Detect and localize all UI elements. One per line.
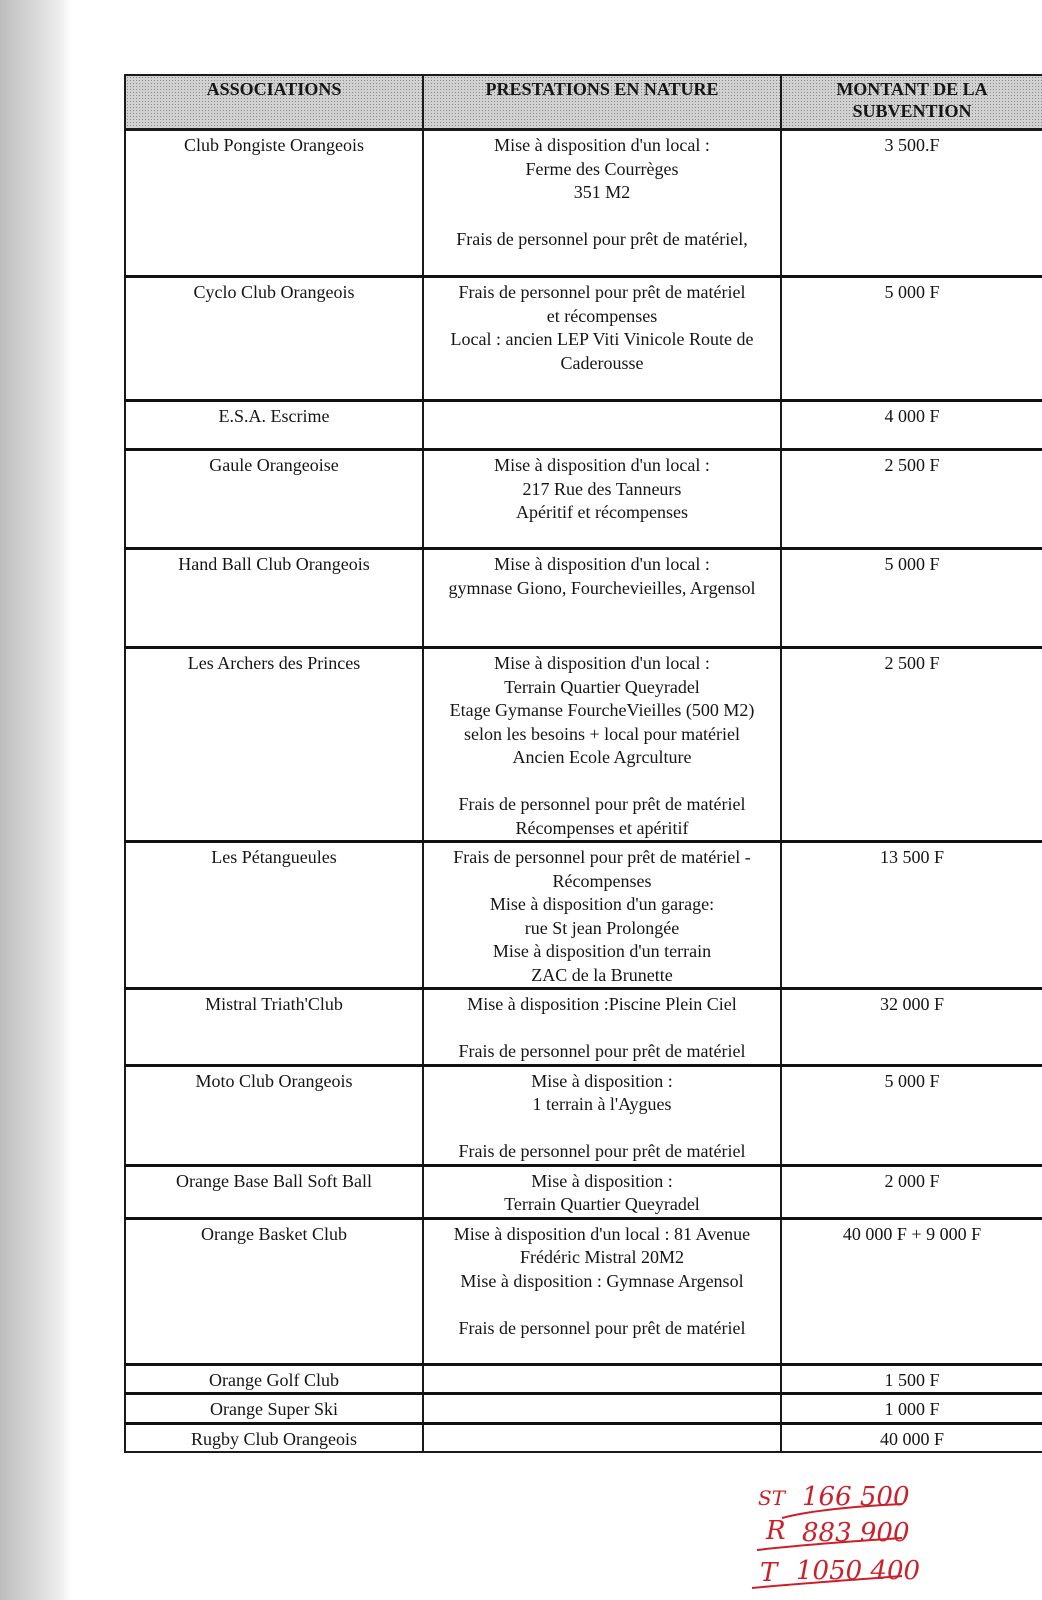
subsidy-amount: 1 500 F — [781, 1364, 1042, 1394]
prestations-cell — [423, 1165, 781, 1218]
subsidy-amount: 5 000 F — [781, 549, 1042, 648]
prestations-cell — [423, 842, 781, 989]
prestation-line: Mise à disposition d'un local : — [494, 554, 710, 574]
table-row — [125, 648, 1042, 842]
table-row — [125, 1218, 1042, 1364]
prestation-line: Frais de personnel pour prêt de matériel — [458, 282, 746, 302]
subsidy-amount: 5 000 F — [781, 1065, 1042, 1165]
subsidy-amount: 40 000 F + 9 000 F — [781, 1218, 1042, 1364]
table-row — [125, 842, 1042, 989]
prestations-cell — [423, 277, 781, 401]
handnote-prefix-r: R — [766, 1516, 786, 1546]
prestation-line: Récompenses — [552, 870, 652, 891]
header-montant: MONTANT DE LA SUBVENTION — [781, 75, 1042, 130]
handnote-line-1: 166 500 — [802, 1482, 910, 1512]
prestation-line: Apéritif et récompenses — [516, 502, 688, 522]
prestations-cell — [423, 401, 781, 450]
table-row — [125, 1394, 1042, 1424]
association-name: Les Pétangueules — [125, 842, 423, 989]
subsidy-amount: 4 000 F — [781, 401, 1042, 450]
association-name: Moto Club Orangeois — [125, 1065, 423, 1165]
prestations-cell — [423, 1065, 781, 1165]
prestation-line — [428, 1117, 776, 1141]
prestation-line: Frais de personnel pour prêt de matériel — [458, 1141, 746, 1161]
prestation-line: Mise à disposition d'un terrain — [492, 941, 712, 961]
prestation-line — [428, 205, 776, 229]
prestation-line — [428, 770, 776, 794]
prestation-line: ZAC de la Brunette — [531, 964, 673, 985]
table-row — [125, 1364, 1042, 1394]
prestation-line: 351 M2 — [573, 182, 631, 202]
prestation-line: Ferme des Courrèges — [525, 158, 679, 179]
prestations-cell — [423, 1218, 781, 1364]
handnote-prefix-t: T — [760, 1558, 778, 1588]
prestations-cell — [423, 989, 781, 1066]
prestation-line: et récompenses — [546, 305, 658, 326]
prestations-cell — [423, 648, 781, 842]
prestation-line: Mise à disposition : Gymnase Argensol — [460, 1270, 744, 1291]
prestation-line: Mise à disposition d'un local : — [494, 135, 710, 155]
prestation-line: Terrain Quartier Queyradel — [504, 676, 700, 697]
association-name: Orange Base Ball Soft Ball — [125, 1165, 423, 1218]
prestation-line: Mise à disposition d'un local : — [494, 455, 710, 475]
subsidy-amount: 2 000 F — [781, 1165, 1042, 1218]
subsidy-amount: 3 500.F — [781, 130, 1042, 277]
prestation-line: Local : ancien LEP Viti Vinicole Route de — [450, 329, 754, 349]
subsidy-amount: 5 000 F — [781, 277, 1042, 401]
association-name: Orange Basket Club — [125, 1218, 423, 1364]
prestation-line: rue St jean Prolongée — [524, 917, 680, 938]
association-name: Club Pongiste Orangeois — [125, 130, 423, 277]
prestation-line: Frais de personnel pour prêt de matériel - — [453, 847, 751, 867]
prestation-line: 1 terrain à l'Aygues — [532, 1094, 672, 1114]
prestation-line: Frais de personnel pour prêt de matériel, — [456, 229, 748, 249]
prestation-line: Mise à disposition d'un local : 81 Avenue — [453, 1223, 751, 1244]
prestation-line: Mise à disposition : — [531, 1170, 673, 1191]
handwritten-totals — [752, 1480, 952, 1600]
subsidy-amount: 32 000 F — [781, 989, 1042, 1066]
handnote-prefix-st: ST — [758, 1486, 786, 1510]
subsidy-amount: 2 500 F — [781, 648, 1042, 842]
table-row — [125, 1423, 1042, 1452]
prestation-line: 217 Rue des Tanneurs — [522, 478, 682, 499]
prestations-cell — [423, 1423, 781, 1452]
association-name: Rugby Club Orangeois — [125, 1423, 423, 1452]
subsidy-amount: 1 000 F — [781, 1394, 1042, 1424]
prestations-cell — [423, 1364, 781, 1394]
association-name: Mistral Triath'Club — [125, 989, 423, 1066]
handnote-line-2: 883 900 — [802, 1518, 910, 1548]
association-name: Gaule Orangeoise — [125, 450, 423, 549]
header-prestations: PRESTATIONS EN NATURE — [423, 75, 781, 130]
prestation-line: gymnase Giono, Fourchevieilles, Argensol — [448, 577, 756, 598]
prestation-line: Caderousse — [560, 352, 644, 373]
association-name: Hand Ball Club Orangeois — [125, 549, 423, 648]
page-gutter-shadow — [0, 0, 72, 1600]
table-row — [125, 277, 1042, 401]
prestation-line: Terrain Quartier Queyradel — [504, 1194, 700, 1214]
table-row — [125, 1065, 1042, 1165]
handnote-line-3: 1050 400 — [796, 1556, 921, 1586]
table-row — [125, 401, 1042, 450]
prestation-line: Frais de personnel pour prêt de matériel — [458, 1317, 746, 1338]
prestations-cell — [423, 130, 781, 277]
prestations-cell — [423, 450, 781, 549]
table-row — [125, 1165, 1042, 1218]
prestation-line — [428, 1017, 776, 1041]
association-name: Orange Golf Club — [125, 1364, 423, 1394]
prestation-line: Frédéric Mistral 20M2 — [520, 1247, 684, 1267]
prestation-line: Etage Gymanse FourcheVieilles (500 M2) — [449, 700, 755, 720]
prestation-line: Récompenses et apéritif — [515, 817, 689, 838]
subsidy-table — [124, 74, 1042, 1453]
association-name: Les Archers des Princes — [125, 648, 423, 842]
prestation-line: Frais de personnel pour prêt de matériel — [458, 1041, 746, 1061]
table-row — [125, 450, 1042, 549]
subsidy-amount: 13 500 F — [781, 842, 1042, 989]
prestation-line — [428, 1293, 776, 1317]
prestation-line: Ancien Ecole Agrculture — [512, 747, 692, 767]
table-row — [125, 130, 1042, 277]
table-body — [125, 130, 1042, 1453]
subsidy-amount: 40 000 F — [781, 1423, 1042, 1452]
prestation-line: Mise à disposition d'un garage: — [489, 894, 715, 914]
table-row — [125, 989, 1042, 1066]
header-associations: ASSOCIATIONS — [125, 75, 423, 130]
association-name: E.S.A. Escrime — [125, 401, 423, 450]
prestations-cell — [423, 549, 781, 648]
prestation-line: Frais de personnel pour prêt de matériel — [458, 794, 746, 814]
prestations-cell — [423, 1394, 781, 1424]
table-header-row — [125, 75, 1042, 130]
prestation-line: Mise à disposition :Piscine Plein Ciel — [467, 994, 737, 1014]
subsidy-amount: 2 500 F — [781, 450, 1042, 549]
association-name: Cyclo Club Orangeois — [125, 277, 423, 401]
prestation-line: Mise à disposition : — [531, 1070, 673, 1091]
table-row — [125, 549, 1042, 648]
prestation-line: Mise à disposition d'un local : — [494, 653, 710, 673]
prestation-line: selon les besoins + local pour matériel — [463, 723, 741, 744]
association-name: Orange Super Ski — [125, 1394, 423, 1424]
